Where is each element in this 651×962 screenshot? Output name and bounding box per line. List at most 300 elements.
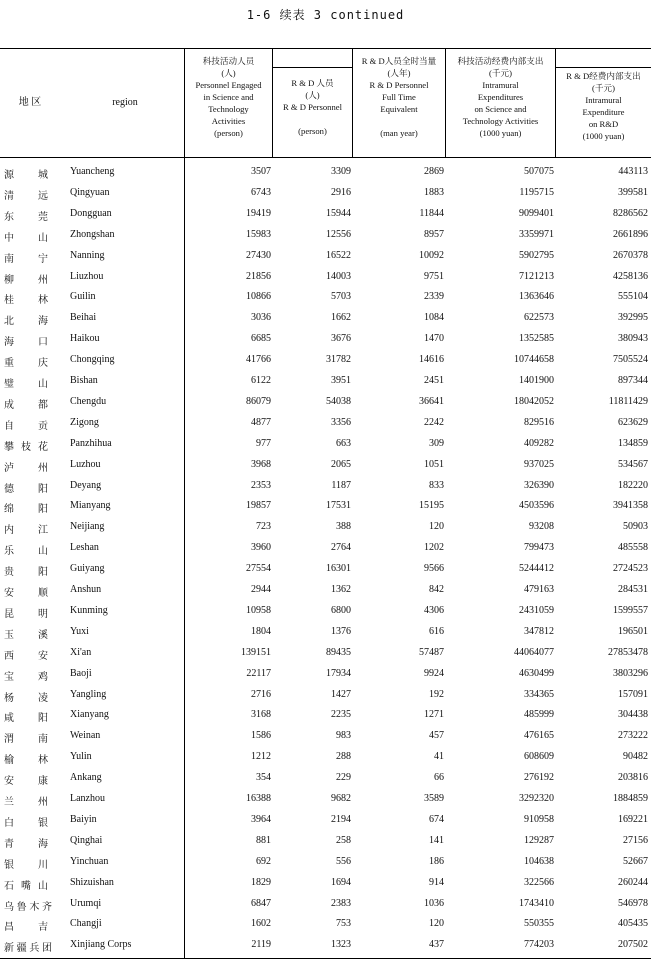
region-name-zh: 杨 凌 [4, 692, 48, 704]
region-name-zh: 安 康 [4, 776, 48, 788]
cell-c2: 6800 [331, 604, 351, 616]
cell-c2: 556 [336, 855, 351, 867]
cell-c4: 3359971 [519, 228, 554, 240]
col5-subheader-rule [555, 67, 651, 68]
region-name-en: Yangling [70, 688, 107, 700]
bottom-rule [0, 958, 651, 959]
cell-c3: 9566 [424, 563, 444, 575]
cell-c1: 3036 [251, 312, 271, 324]
cell-c3: 437 [429, 939, 444, 951]
cell-c1: 16388 [246, 793, 271, 804]
cell-c4: 4630499 [519, 667, 554, 679]
cell-c1: 6743 [251, 186, 271, 198]
cell-c5: 2661896 [613, 228, 648, 240]
header-line: 科技活动人员 [202, 56, 255, 66]
header-line: (person) [298, 126, 327, 136]
region-name-zh: 璧 山 [4, 379, 48, 390]
cell-c3: 1036 [424, 897, 444, 909]
region-name-zh: 北 海 [4, 316, 48, 328]
cell-c1: 1586 [251, 730, 271, 742]
cell-c1: 21856 [246, 270, 271, 282]
cell-c1: 1212 [251, 751, 271, 763]
cell-c3: 914 [429, 876, 444, 888]
region-name-zh: 中 山 [4, 232, 48, 244]
cell-c3: 57487 [419, 646, 444, 658]
header-line: Full Time [382, 92, 416, 102]
table-row [0, 225, 651, 246]
cell-c3: 11844 [419, 207, 444, 219]
region-name-zh: 自 贡 [4, 420, 48, 432]
region-name-zh: 安 顺 [4, 588, 48, 599]
cell-c4: 9099401 [519, 207, 554, 219]
cell-c3: 2242 [424, 416, 444, 428]
cell-c3: 1084 [424, 312, 444, 324]
cell-c1: 86079 [246, 395, 271, 407]
cell-c5: 623629 [618, 416, 648, 428]
header-line: (千元) [592, 83, 615, 93]
header-line: R & D经费内部支出 [566, 71, 641, 81]
region-name-zh: 海 口 [4, 337, 48, 349]
table-row [0, 371, 651, 392]
cell-c5: 27853478 [608, 646, 648, 658]
cell-c3: 41 [434, 751, 444, 763]
region-name-zh: 贵 阳 [4, 567, 48, 579]
cell-c4: 326390 [524, 479, 554, 491]
region-name-en: Dongguan [70, 207, 112, 219]
cell-c4: 104638 [524, 855, 554, 867]
cell-c4: 276192 [524, 772, 554, 784]
region-name-en: Urumqi [70, 897, 102, 909]
cell-c5: 7505524 [613, 354, 648, 366]
cell-c2: 3356 [331, 416, 351, 428]
cell-c2: 2916 [331, 186, 351, 198]
cell-c4: 18042052 [514, 395, 554, 407]
cell-c3: 36641 [419, 395, 444, 407]
region-header-zh: 地 区 [18, 97, 42, 108]
cell-c3: 1470 [424, 333, 444, 345]
cell-c4: 93208 [529, 521, 554, 533]
cell-c3: 833 [429, 479, 444, 491]
cell-c5: 207502 [618, 939, 648, 951]
region-name-zh: 东 莞 [4, 211, 48, 223]
cell-c4: 5902795 [519, 249, 554, 261]
col-header-rd-fte [353, 55, 445, 139]
cell-c5: 50903 [623, 521, 648, 533]
region-name-zh: 柳 州 [4, 274, 48, 286]
cell-c2: 1323 [331, 939, 351, 951]
header-line: (人) [305, 90, 320, 100]
table-row [0, 350, 651, 371]
region-name-en: Xinjiang Corps [70, 939, 132, 951]
cell-c5: 134859 [618, 437, 648, 449]
col-header-rd-personnel [273, 77, 352, 137]
region-name-en: Anshun [70, 584, 102, 595]
col-header-sci-personnel [185, 55, 272, 139]
region-name-en: Liuzhou [70, 270, 104, 282]
header-line [353, 115, 445, 127]
cell-c3: 2339 [424, 291, 444, 303]
cell-c1: 3168 [251, 709, 271, 721]
region-name-zh: 成 都 [4, 399, 48, 411]
cell-c5: 260244 [618, 876, 648, 888]
region-name-en: Beihai [70, 312, 97, 324]
region-name-en: Neijiang [70, 521, 105, 533]
cell-c2: 2065 [331, 458, 351, 470]
cell-c1: 22117 [246, 667, 271, 679]
cell-c2: 663 [336, 437, 351, 449]
region-name-zh: 石 嘴 山 [4, 880, 48, 892]
table-row [0, 601, 651, 622]
table-row [0, 517, 651, 538]
cell-c1: 2944 [251, 584, 271, 595]
cell-c2: 2383 [331, 897, 351, 909]
header-line: (人年) [387, 68, 411, 78]
cell-c4: 347812 [524, 625, 554, 637]
table-row [0, 643, 651, 664]
cell-c1: 692 [256, 855, 271, 867]
cell-c4: 322566 [524, 876, 554, 888]
cell-c5: 11811429 [608, 395, 648, 407]
region-name-en: Bishan [70, 375, 98, 386]
header-line: (1000 yuan) [582, 131, 625, 141]
region-name-en: Baoji [70, 667, 92, 679]
cell-c5: 485558 [618, 542, 648, 554]
cell-c3: 66 [434, 772, 444, 784]
cell-c1: 10958 [246, 604, 271, 616]
region-name-en: Yulin [70, 751, 92, 763]
cell-c4: 4503596 [519, 500, 554, 512]
cell-c2: 753 [336, 918, 351, 930]
table-row [0, 162, 651, 183]
region-name-en: Panzhihua [70, 437, 112, 449]
cell-c1: 3968 [251, 458, 271, 470]
table-row [0, 183, 651, 204]
region-name-en: Guiyang [70, 563, 105, 575]
region-name-en: Yuxi [70, 625, 89, 637]
region-name-en: Qinghai [70, 834, 103, 846]
table-row [0, 413, 651, 434]
table-row [0, 914, 651, 935]
cell-c4: 1352585 [519, 333, 554, 345]
cell-c5: 1884859 [613, 793, 648, 804]
cell-c5: 399581 [618, 186, 648, 198]
table-row [0, 580, 651, 601]
cell-c2: 5703 [331, 291, 351, 303]
cell-c2: 1187 [331, 479, 351, 491]
region-name-en: Luzhou [70, 458, 101, 470]
cell-c3: 1883 [424, 186, 444, 198]
region-name-en: Chongqing [70, 354, 115, 366]
region-name-en: Yuancheng [70, 166, 115, 177]
cell-c4: 485999 [524, 709, 554, 721]
region-name-zh: 青 海 [4, 838, 48, 850]
cell-c2: 31782 [326, 354, 351, 366]
header-line: R & D 人员 [291, 78, 334, 88]
cell-c5: 534567 [618, 458, 648, 470]
region-name-zh: 银 川 [4, 859, 48, 871]
header-bottom-rule [0, 157, 651, 158]
cell-c5: 182220 [618, 479, 648, 491]
col-header-sci-expenditure [446, 55, 555, 139]
cell-c4: 479163 [524, 584, 554, 595]
table-row [0, 873, 651, 894]
header-line: Expenditures [477, 92, 524, 102]
cell-c1: 139151 [241, 646, 271, 658]
cell-c1: 977 [256, 437, 271, 449]
cell-c3: 1202 [424, 542, 444, 554]
region-name-zh: 泸 州 [4, 462, 48, 474]
cell-c1: 881 [256, 834, 271, 846]
cell-c5: 169221 [618, 813, 648, 825]
cell-c4: 334365 [524, 688, 554, 700]
cell-c2: 16301 [326, 563, 351, 575]
cell-c2: 54038 [326, 395, 351, 407]
cell-c5: 273222 [618, 730, 648, 742]
cell-c4: 476165 [524, 730, 554, 742]
table-row [0, 246, 651, 267]
cell-c2: 1427 [331, 688, 351, 700]
table-row [0, 810, 651, 831]
region-name-zh: 重 庆 [4, 358, 48, 370]
cell-c1: 2119 [251, 939, 271, 951]
cell-c4: 3292320 [519, 793, 554, 804]
cell-c3: 842 [429, 584, 444, 595]
cell-c2: 17531 [326, 500, 351, 512]
table-row [0, 476, 651, 497]
table-row [0, 831, 651, 852]
cell-c2: 388 [336, 521, 351, 533]
cell-c4: 829516 [524, 416, 554, 428]
cell-c5: 443113 [618, 166, 648, 177]
cell-c2: 2764 [331, 542, 351, 554]
cell-c4: 129287 [524, 834, 554, 846]
cell-c2: 3951 [331, 375, 351, 386]
header-line: (千元) [489, 68, 512, 78]
cell-c5: 90482 [623, 751, 648, 763]
cell-c1: 41766 [246, 354, 271, 366]
col2-subheader-rule [272, 67, 352, 68]
cell-c1: 27430 [246, 249, 271, 261]
region-name-en: Ankang [70, 772, 102, 784]
cell-c4: 608609 [524, 751, 554, 763]
region-name-zh: 玉 溪 [4, 629, 48, 641]
cell-c3: 2451 [424, 375, 444, 386]
header-line: Expenditure [582, 107, 625, 117]
cell-c1: 19419 [246, 207, 271, 219]
cell-c3: 10092 [419, 249, 444, 261]
region-name-en: Kunming [70, 604, 108, 616]
cell-c2: 1362 [331, 584, 351, 595]
header-line: Equivalent [380, 104, 418, 114]
cell-c5: 284531 [618, 584, 648, 595]
cell-c1: 1804 [251, 625, 271, 637]
cell-c3: 9751 [424, 270, 444, 282]
cell-c3: 3589 [424, 793, 444, 804]
cell-c1: 1602 [251, 918, 271, 930]
cell-c5: 27156 [623, 834, 648, 846]
cell-c1: 3507 [251, 166, 271, 177]
cell-c1: 6685 [251, 333, 271, 345]
cell-c2: 17934 [326, 667, 351, 679]
cell-c4: 1195715 [519, 186, 554, 198]
header-line: Technology [208, 104, 249, 114]
region-name-zh: 乌 鲁 木 齐 [4, 901, 52, 913]
region-name-en: Changji [70, 918, 102, 930]
col-header-rd-expenditure [556, 70, 651, 142]
cell-c2: 3309 [331, 166, 351, 177]
table-row [0, 894, 651, 915]
cell-c5: 555104 [618, 291, 648, 303]
cell-c2: 288 [336, 751, 351, 763]
cell-c1: 354 [256, 772, 271, 784]
table-row [0, 768, 651, 789]
table-row [0, 726, 651, 747]
region-name-zh: 白 银 [4, 817, 48, 829]
cell-c4: 799473 [524, 542, 554, 554]
cell-c3: 192 [429, 688, 444, 700]
cell-c2: 89435 [326, 646, 351, 658]
table-row [0, 935, 651, 956]
cell-c5: 405435 [618, 918, 648, 930]
cell-c3: 120 [429, 918, 444, 930]
cell-c3: 4306 [424, 604, 444, 616]
region-name-en: Lanzhou [70, 793, 105, 804]
cell-c4: 1743410 [519, 897, 554, 909]
table-row [0, 559, 651, 580]
cell-c5: 546978 [618, 897, 648, 909]
cell-c3: 674 [429, 813, 444, 825]
region-name-zh: 榆 林 [4, 755, 48, 767]
cell-c5: 3803296 [613, 667, 648, 679]
cell-c5: 2724523 [613, 563, 648, 575]
cell-c2: 3676 [331, 333, 351, 345]
header-line: Technology Activities [462, 116, 539, 126]
header-line: R & D人员全时当量 [361, 56, 437, 66]
header-line: Activities [211, 116, 246, 126]
cell-c1: 6122 [251, 375, 271, 386]
header-line: Intramural [482, 80, 519, 90]
cell-c3: 1271 [424, 709, 444, 721]
cell-c4: 1363646 [519, 291, 554, 303]
region-name-zh: 绵 阳 [4, 504, 48, 516]
table-row [0, 434, 651, 455]
table-row [0, 789, 651, 810]
cell-c3: 141 [429, 834, 444, 846]
cell-c1: 3960 [251, 542, 271, 554]
cell-c1: 10866 [246, 291, 271, 303]
cell-c3: 186 [429, 855, 444, 867]
region-name-zh: 内 江 [4, 525, 48, 537]
cell-c1: 6847 [251, 897, 271, 909]
region-name-en: Qingyuan [70, 186, 110, 198]
table-row [0, 455, 651, 476]
cell-c2: 16522 [326, 249, 351, 261]
region-name-zh: 源 城 [4, 170, 48, 181]
header-line: Personnel Engaged [195, 80, 262, 90]
header-line [273, 113, 352, 125]
top-rule [0, 48, 651, 49]
cell-c4: 2431059 [519, 604, 554, 616]
cell-c5: 52667 [623, 855, 648, 867]
region-header-en: region [112, 97, 138, 108]
cell-c4: 937025 [524, 458, 554, 470]
table-row [0, 287, 651, 308]
cell-c2: 1662 [331, 312, 351, 324]
cell-c1: 19857 [246, 500, 271, 512]
region-name-en: Yinchuan [70, 855, 109, 867]
table-row [0, 267, 651, 288]
header-line: in Science and [203, 92, 254, 102]
region-name-zh: 清 远 [4, 190, 48, 202]
cell-c5: 380943 [618, 333, 648, 345]
cell-c4: 910958 [524, 813, 554, 825]
cell-c2: 2235 [331, 709, 351, 721]
region-name-en: Chengdu [70, 395, 107, 407]
header-line: R & D Personnel [369, 80, 429, 90]
cell-c1: 2353 [251, 479, 271, 491]
region-name-zh: 兰 州 [4, 797, 48, 808]
table-row [0, 392, 651, 413]
cell-c2: 983 [336, 730, 351, 742]
region-name-zh: 昆 明 [4, 608, 48, 620]
region-name-en: Baiyin [70, 813, 97, 825]
cell-c5: 1599557 [613, 604, 648, 616]
cell-c5: 392995 [618, 312, 648, 324]
header-line: Intramural [585, 95, 622, 105]
region-name-zh: 新 疆 兵 团 [4, 943, 52, 955]
cell-c5: 2670378 [613, 249, 648, 261]
region-name-en: Zigong [70, 416, 99, 428]
cell-c2: 14003 [326, 270, 351, 282]
header-line: 科技活动经费内部支出 [457, 56, 544, 66]
table-row [0, 747, 651, 768]
table-row [0, 685, 651, 706]
cell-c4: 409282 [524, 437, 554, 449]
cell-c5: 8286562 [613, 207, 648, 219]
region-name-zh: 昌 吉 [4, 922, 48, 934]
cell-c3: 1051 [424, 458, 444, 470]
region-name-en: Weinan [70, 730, 101, 742]
cell-c4: 507075 [524, 166, 554, 177]
header-line: (man year) [380, 128, 418, 138]
cell-c3: 2869 [424, 166, 444, 177]
region-name-en: Deyang [70, 479, 102, 491]
table-row [0, 538, 651, 559]
cell-c3: 14616 [419, 354, 444, 366]
cell-c3: 120 [429, 521, 444, 533]
region-name-zh: 咸 阳 [4, 713, 48, 725]
cell-c2: 229 [336, 772, 351, 784]
cell-c4: 10744658 [514, 354, 554, 366]
region-name-en: Nanning [70, 249, 105, 261]
cell-c3: 8957 [424, 228, 444, 240]
table-row [0, 204, 651, 225]
cell-c2: 2194 [331, 813, 351, 825]
cell-c1: 2716 [251, 688, 271, 700]
cell-c4: 622573 [524, 312, 554, 324]
region-name-zh: 乐 山 [4, 546, 48, 558]
cell-c4: 774203 [524, 939, 554, 951]
cell-c2: 258 [336, 834, 351, 846]
table-row [0, 852, 651, 873]
region-name-zh: 西 安 [4, 650, 48, 662]
cell-c1: 723 [256, 521, 271, 533]
cell-c4: 7121213 [519, 270, 554, 282]
cell-c2: 1694 [331, 876, 351, 888]
region-name-zh: 攀 枝 花 [4, 441, 48, 453]
cell-c5: 203816 [618, 772, 648, 784]
region-name-zh: 渭 南 [4, 734, 48, 746]
